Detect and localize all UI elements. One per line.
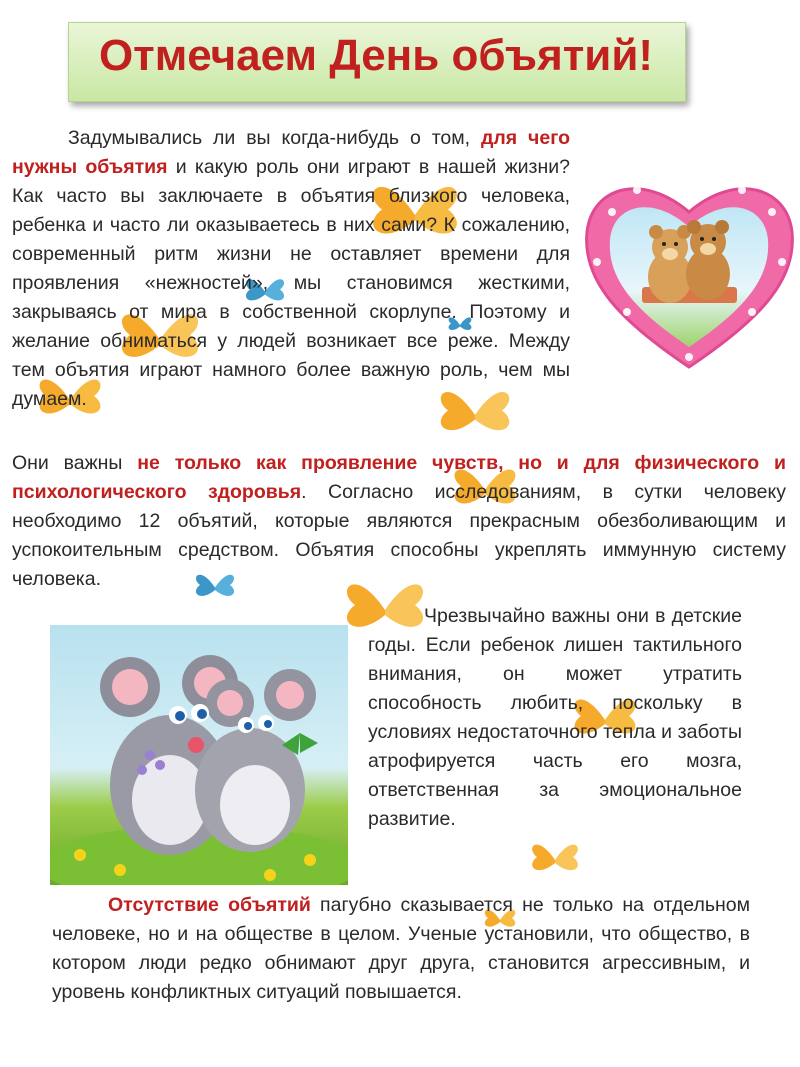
highlight-text: не только как проявление чувств, но и для физического и психологического здоровья	[12, 452, 786, 503]
paragraph-society	[52, 891, 750, 1007]
paragraph-text: пагубно сказывается не только на отдельном человеке, но и на обществе в целом. Ученые установили, что общество, в котором люди редко обнимают друг друга, становится агрессивным, и уровень конфликтных ситуаций повышается.	[52, 894, 750, 1003]
paragraph-text: Задумывались ли вы когда-нибудь о том,	[68, 127, 481, 149]
hugging-mice-image	[50, 625, 348, 885]
mice-illustration	[50, 625, 348, 885]
highlight-text: Отсутствие объятий	[108, 894, 311, 916]
paragraph-health	[12, 449, 786, 594]
paragraph-text: и какую роль они играют в нашей жизни? Как часто вы заключаете в объятия близкого человека, ребенка и часто ли оказываетесь в них сами? К сожалению, современный ритм жизни не оставляет времени для проявления «нежностей», мы становимся жесткими, закрываясь от мира в собственной скорлупе. Поэтому и желание обниматься у людей возникает все реже. Между тем объятия играют намного более важную роль, чем мы думаем.	[12, 156, 570, 410]
paragraph-intro	[12, 124, 570, 414]
paragraph-text: Они важны	[12, 452, 138, 474]
teddy-bears-heart-image	[582, 172, 797, 377]
butterfly-icon	[520, 830, 590, 890]
highlight-text: для чего нужны объятия	[12, 127, 570, 178]
paragraph-text: . Согласно исследованиям, в сутки человеку необходимо 12 объятий, которые являются прекрасным обезболивающим и успокоительным средством. Объятия способны укреплять иммунную систему человека.	[12, 481, 786, 590]
page-title: Отмечаем День объятий!	[98, 31, 654, 80]
paragraph-childhood: Чрезвычайно важны они в детские годы. Если ребенок лишен тактильного внимания, он может утратить способность любить, поскольку в условиях недостаточного тепла и заботы атрофируется часть его мозга, ответственная за эмоциональное развитие.	[368, 605, 742, 830]
